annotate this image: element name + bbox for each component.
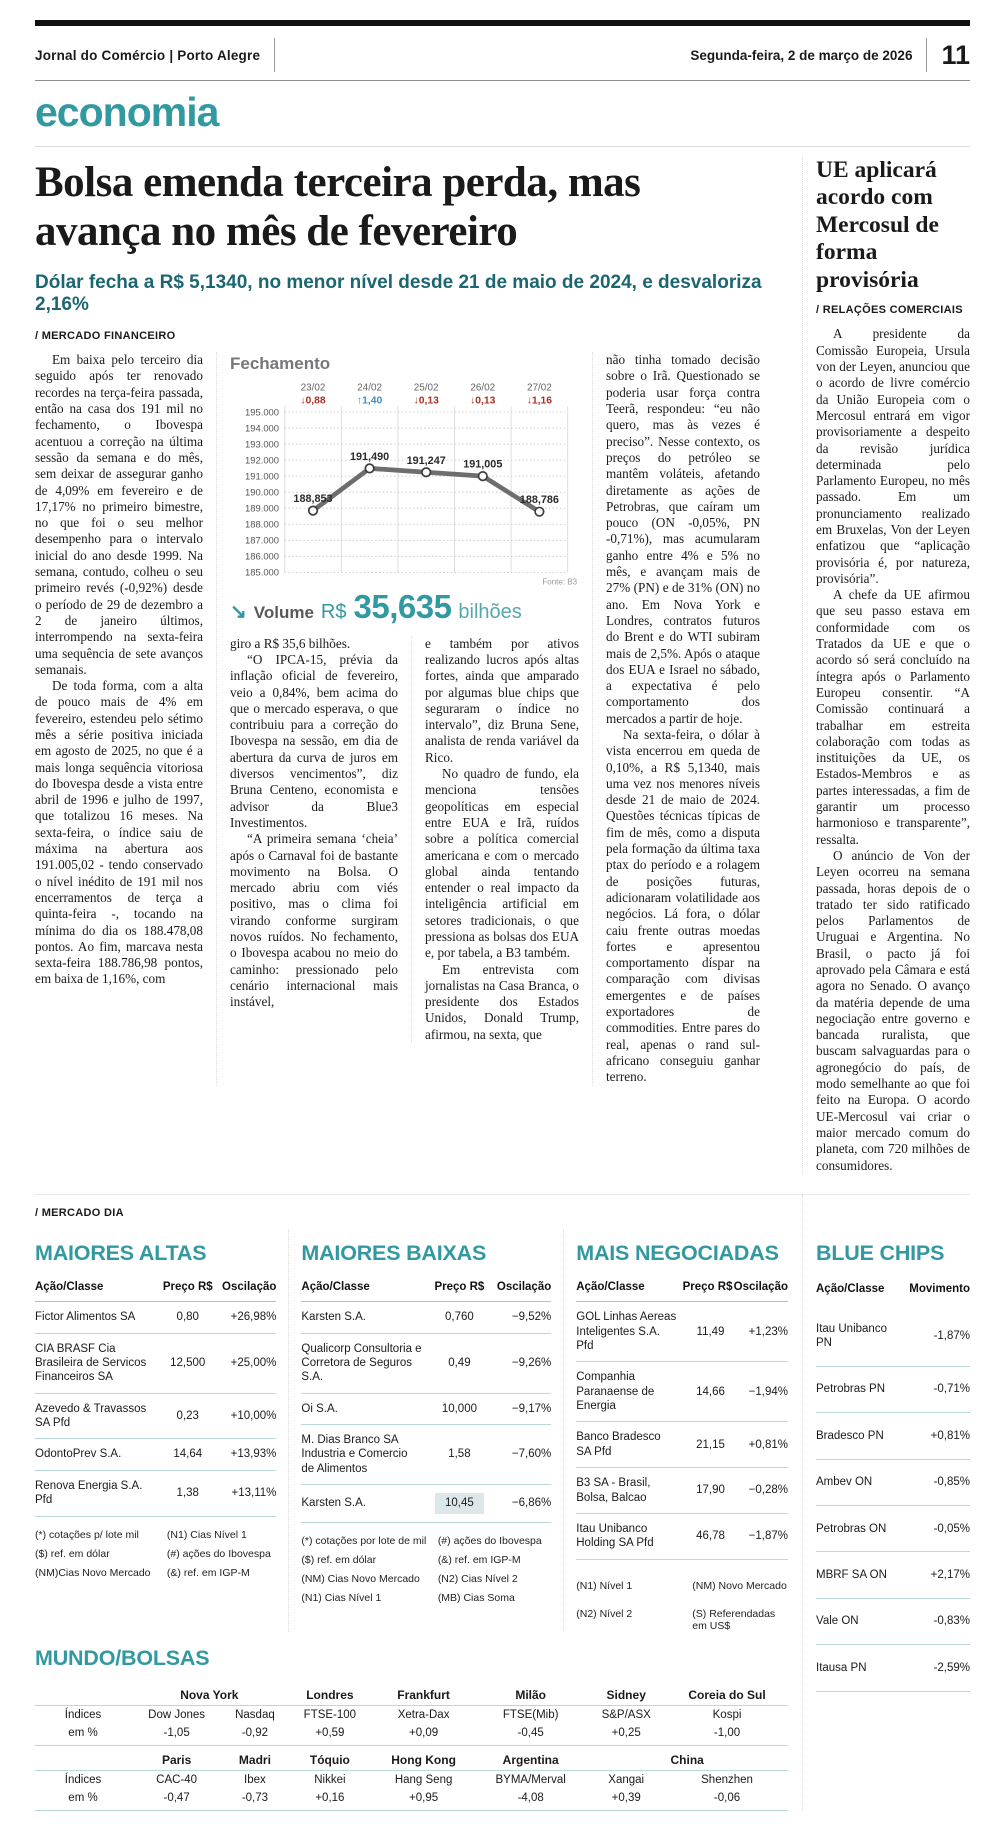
maiores-altas-table xyxy=(35,1276,276,1517)
index-value: -4,08 xyxy=(475,1789,586,1811)
masthead-right xyxy=(690,38,970,72)
masthead-left xyxy=(35,38,289,72)
cell: -0,05% xyxy=(933,1522,970,1535)
cell: 12,500 xyxy=(170,1356,206,1369)
cell: M. Dias Branco SA Industria e Comercio de Alimentos xyxy=(301,1434,408,1475)
cell: −7,60% xyxy=(511,1448,552,1461)
cell: +0,81% xyxy=(748,1438,788,1451)
cell: MBRF SA ON xyxy=(816,1568,887,1581)
cell: Ambev ON xyxy=(816,1476,873,1489)
index-name: Ibex xyxy=(244,1773,266,1786)
table-row xyxy=(35,1439,276,1470)
svg-text:187.000: 187.000 xyxy=(244,534,280,546)
city-name: Coreia do Sul xyxy=(666,1681,788,1706)
table-header-row xyxy=(35,1276,276,1302)
vertical-divider xyxy=(926,38,927,72)
market-day-section xyxy=(35,1194,970,1811)
cell: Qualicorp Consultoria e Corretora de Seguros S.A. xyxy=(301,1342,422,1384)
article-paragraph: No quadro de fundo, ela menciona tensões geopolíticas em especial entre EUA e Irã, ruídos sobre a política comercial americana e com o mercado global ainda tentando entender o real impacto da inteligência artificial em setores tradicionais, o que pressiona as bolsas dos EUA e, por tabela, a B3 também. xyxy=(425,766,579,961)
mais-negociadas-panel xyxy=(563,1229,788,1632)
cell: Vale ON xyxy=(816,1615,859,1628)
side-story xyxy=(802,157,970,1174)
index-name: Kospi xyxy=(712,1708,742,1721)
masthead xyxy=(35,26,970,80)
cell: +13,11% xyxy=(231,1487,277,1500)
svg-text:↑1,40: ↑1,40 xyxy=(356,395,383,407)
cell: 21,15 xyxy=(696,1438,725,1451)
footnote: (#) ações do Ibovespa xyxy=(437,1534,542,1547)
cell: Companhia Paranaense de Energia xyxy=(576,1371,655,1413)
index-name: Dow Jones xyxy=(148,1708,206,1721)
city-name: Frankfurt xyxy=(372,1681,475,1706)
city-name: China xyxy=(586,1745,788,1770)
top-grid xyxy=(35,157,970,1174)
side-article-text xyxy=(816,326,970,1173)
main-headline: Bolsa emenda terceira perda, mas avança no mês de fevereiro xyxy=(35,159,641,255)
blue-chips-table xyxy=(816,1276,970,1692)
column-header: Preço R$ xyxy=(682,1280,733,1293)
table-row xyxy=(576,1362,788,1422)
table-row xyxy=(301,1334,551,1394)
cell: −9,26% xyxy=(511,1356,552,1369)
index-value: +0,59 xyxy=(288,1724,373,1746)
cell: Azevedo & Travassos SA Pfd xyxy=(35,1402,147,1430)
cell: GOL Linhas Aereas Inteligentes S.A. Pfd xyxy=(576,1311,677,1352)
article-paragraph: A presidente da Comissão Europeia, Ursula von der Leyen, anunciou que o acordo de livre comércio da União Europeia com o Mercosul entrará em vigor provisoriamente a despeito da revisão jurídica determinada pelo Parlamento Europeu, no mês passado. Em um pronunciamento realizado em Bruxelas, Von der Leyen enfatizou que “aplicação provisória é, por natureza, provisória”. xyxy=(816,326,970,586)
maiores-baixas-table xyxy=(301,1276,551,1523)
side-headline: UE aplicará acordo com Mercosul de forma provisória xyxy=(816,157,939,293)
row-label: Índices xyxy=(64,1773,102,1786)
footnote: ($) ref. em dólar xyxy=(301,1553,377,1566)
world-markets-table xyxy=(35,1681,788,1811)
index-name: FTSE-100 xyxy=(303,1708,357,1721)
article-paragraph: giro a R$ 35,6 bilhões. xyxy=(230,635,351,651)
table-row xyxy=(816,1413,970,1459)
table-row xyxy=(816,1306,970,1367)
index-name: Nasdaq xyxy=(235,1708,275,1721)
table-row xyxy=(301,1485,551,1522)
maiores-baixas-footnotes xyxy=(301,1535,551,1604)
index-value: +0,25 xyxy=(586,1724,666,1746)
table-row xyxy=(816,1645,970,1691)
svg-text:191,490: 191,490 xyxy=(350,451,390,464)
main-story xyxy=(35,157,788,1174)
column-header: Ação/Classe xyxy=(576,1280,645,1293)
article-paragraph: não tinha tomado decisão sobre o Irã. Questionado se poderia usar força contra Teerã, respondeu: “eu não quero, mas às vezes é preciso”. Nesse contexto, os preços do petróleo se mantêm voláteis, afetando diretamente as ações de Petrobras, que caíram um pouco (ON -0,05%, PN -0,71%), mas acumularam ganho entre 4% e 5% no mês, e avançam mais de 27% (PN) e de 31% (ON) no ano. Em Nova York e Londres, contratos futuros do Brent e do WTI subiram mais de 2,5%. Após o ataque dos EUA e Israel no sábado, a expectativa é pelo comportamento dos mercados a partir de hoje. xyxy=(606,352,760,726)
row-label: Índices xyxy=(64,1708,102,1721)
section-rule xyxy=(35,146,970,147)
maiores-altas-panel xyxy=(35,1229,276,1632)
market-day-kicker: / MERCADO DIA xyxy=(35,1206,124,1219)
svg-text:↓1,16: ↓1,16 xyxy=(526,395,553,407)
cell: 46,78 xyxy=(696,1530,725,1543)
table-header-row xyxy=(576,1276,788,1302)
cell: +13,93% xyxy=(230,1448,277,1461)
mundo-bolsas-title: MUNDO/BOLSAS xyxy=(35,1645,210,1670)
table-row xyxy=(35,1334,276,1394)
index-value: +0,09 xyxy=(372,1724,475,1746)
column-header: Preço R$ xyxy=(162,1280,213,1293)
maiores-baixas-title: MAIORES BAIXAS xyxy=(301,1240,487,1265)
cell: -0,85% xyxy=(933,1476,970,1489)
value-row xyxy=(35,1789,788,1811)
svg-text:25/02: 25/02 xyxy=(413,382,439,394)
cell: Fictor Alimentos SA xyxy=(35,1311,136,1324)
cell: Itau Unibanco Holding SA Pfd xyxy=(576,1522,654,1550)
svg-text:195.000: 195.000 xyxy=(244,406,280,418)
volume-down-arrow-icon: ↘ xyxy=(230,600,247,623)
article-middle-columns xyxy=(230,636,579,1043)
cell: 0,80 xyxy=(176,1311,199,1324)
closing-line-chart xyxy=(230,380,579,588)
cell: Oi S.A. xyxy=(301,1402,338,1415)
index-row xyxy=(35,1770,788,1789)
article-columns xyxy=(35,352,788,1085)
cell: −1,87% xyxy=(748,1530,788,1543)
column-header: Movimento xyxy=(909,1282,970,1295)
svg-text:186.000: 186.000 xyxy=(244,550,280,562)
svg-text:27/02: 27/02 xyxy=(526,382,552,394)
footnote: (N2) Nível 2 xyxy=(576,1607,633,1620)
row-label: em % xyxy=(35,1724,131,1746)
mundo-bolsas-panel xyxy=(35,1646,788,1811)
cell: 1,58 xyxy=(448,1448,471,1461)
volume-row xyxy=(230,588,579,626)
table-row xyxy=(816,1552,970,1598)
cell: Renova Energia S.A. Pfd xyxy=(35,1479,143,1507)
table-row xyxy=(301,1394,551,1425)
article-paragraph: De toda forma, com a alta de pouco mais de 4% em fevereiro, estendeu pelo sétimo mês a série positiva iniciada em agosto de 2025, no que é a mais longa sequência vitoriosa do Ibovespa desde a vista entre abril de 1996 e julho de 1997, que totalizou 16 meses. Na sexta-feira, o índice saiu de máxima na abertura aos 191.005,02 - tendo conservado o nível inédito de 191 mil nos encerramentos de terça a quinta-feira -, tocando na mínima do dia os 188.478,08 pontos. Ao fim, marcava nesta sexta-feira 188.786,98 pontos, em baixa de 1,16%, com xyxy=(35,678,203,987)
index-value: +0,95 xyxy=(372,1789,475,1811)
index-name: Hang Seng xyxy=(394,1773,453,1786)
index-value: -1,00 xyxy=(666,1724,788,1746)
svg-text:188,853: 188,853 xyxy=(293,493,333,506)
cell: 10,000 xyxy=(441,1402,477,1415)
index-name: Shenzhen xyxy=(701,1773,753,1786)
column-header: Oscilação xyxy=(222,1280,277,1293)
city-name: Hong Kong xyxy=(372,1745,475,1770)
cell: CIA BRASF Cia Brasileira de Servicos Financeiros SA xyxy=(35,1342,147,1384)
index-value: +0,16 xyxy=(288,1789,373,1811)
footnote: (N1) Cias Nível 1 xyxy=(301,1591,382,1604)
volume-unit: bilhões xyxy=(458,600,522,623)
svg-text:188.000: 188.000 xyxy=(244,518,280,530)
article-paragraph: Em entrevista com jornalistas na Casa Branca, o presidente dos Estados Unidos, Donald Trump, afirmou, na sexta, que xyxy=(425,961,579,1042)
svg-text:Fonte: B3: Fonte: B3 xyxy=(542,577,578,587)
city-name: Tóquio xyxy=(288,1745,373,1770)
chart-title: Fechamento xyxy=(230,354,331,374)
side-kicker: / RELAÇÕES COMERCIAIS xyxy=(816,304,963,317)
cell: 17,90 xyxy=(696,1484,725,1497)
blue-chips-panel xyxy=(802,1195,970,1811)
table-row xyxy=(576,1514,788,1560)
svg-text:192.000: 192.000 xyxy=(244,454,280,466)
cell: +25,00% xyxy=(230,1356,277,1369)
svg-text:23/02: 23/02 xyxy=(300,382,326,394)
closing-chart-box xyxy=(230,354,579,626)
footnote: (MB) Cias Soma xyxy=(437,1591,515,1604)
cell: −6,86% xyxy=(511,1497,552,1510)
cell: -2,59% xyxy=(933,1661,970,1674)
table-row xyxy=(301,1302,551,1333)
column-header: Ação/Classe xyxy=(301,1280,370,1293)
edition-date: Segunda-feira, 2 de março de 2026 xyxy=(690,47,913,63)
masthead-rule xyxy=(35,80,970,81)
volume-currency: R$ xyxy=(320,600,347,623)
value-row xyxy=(35,1724,788,1746)
footnote: (#) ações do Ibovespa xyxy=(166,1547,271,1560)
mais-negociadas-footnotes xyxy=(576,1580,788,1632)
city-name: Sidney xyxy=(586,1681,666,1706)
cell: Petrobras PN xyxy=(816,1383,886,1396)
index-name: Nikkei xyxy=(314,1773,346,1786)
table-header-row xyxy=(816,1276,970,1306)
article-paragraph: e também por ativos realizando lucros após altas fortes, ainda que amparado por algumas blue chips que seguraram o índice no intervalo”, diz Bruna Sene, analista de renda variável da Rico. xyxy=(425,635,579,765)
cell: Karsten S.A. xyxy=(301,1497,366,1510)
mais-negociadas-title: MAIS NEGOCIADAS xyxy=(576,1240,779,1265)
cell: Itau Unibanco PN xyxy=(816,1322,887,1350)
main-kicker: / MERCADO FINANCEIRO xyxy=(35,330,176,343)
column-header: Ação/Classe xyxy=(816,1282,885,1295)
index-value: +0,39 xyxy=(586,1789,666,1811)
index-name: CAC-40 xyxy=(156,1773,198,1786)
cell: Itausa PN xyxy=(816,1661,867,1674)
section-title: economia xyxy=(35,89,219,135)
footnote: (&) ref. em IGP-M xyxy=(166,1566,250,1579)
footnote: (NM) Cias Novo Mercado xyxy=(301,1572,420,1585)
table-row xyxy=(816,1367,970,1413)
cell: +10,00% xyxy=(230,1409,277,1422)
svg-text:193.000: 193.000 xyxy=(244,438,280,450)
city-header-row xyxy=(35,1745,788,1770)
cell: 0,49 xyxy=(448,1356,471,1369)
index-row xyxy=(35,1705,788,1724)
cell: +0,81% xyxy=(930,1429,970,1442)
article-column-2 xyxy=(230,636,398,1043)
index-name: BYMA/Merval xyxy=(495,1773,566,1786)
city-name: Nova York xyxy=(131,1681,288,1706)
cell: Karsten S.A. xyxy=(301,1311,366,1324)
index-value: -1,05 xyxy=(131,1724,222,1746)
table-row xyxy=(301,1425,551,1485)
cell: 1,38 xyxy=(176,1487,199,1500)
table-row xyxy=(816,1599,970,1645)
cell: −9,52% xyxy=(511,1311,552,1324)
svg-text:194.000: 194.000 xyxy=(244,422,280,434)
footnote: (N1) Nível 1 xyxy=(576,1579,633,1592)
column-header: Preço R$ xyxy=(434,1280,485,1293)
index-name: FTSE(Mib) xyxy=(502,1708,559,1721)
svg-text:24/02: 24/02 xyxy=(357,382,382,394)
svg-text:191.000: 191.000 xyxy=(244,470,280,482)
index-name: Xetra-Dax xyxy=(397,1708,450,1721)
svg-text:191,247: 191,247 xyxy=(406,454,446,467)
vertical-divider xyxy=(274,38,275,72)
city-header-row xyxy=(35,1681,788,1706)
chart-area xyxy=(230,380,579,588)
article-paragraph: Na sexta-feira, o dólar à vista encerrou em queda de 0,10%, a R$ 5,1340, mais uma vez nos menores níveis desde 21 de maio de 2024. Questões técnicas típicas de fim de mês, como a disputa pela formação da última taxa ptax do período e a rolagem de posições futuras, adicionaram volatilidade aos negócios. Lá fora, o dólar caiu frente outras moedas fortes e apresentou comportamento díspar na comparação com divisas emergentes e de países exportadores de commodities. Entre pares do real, apenas o rand sul-africano conseguiu ganhar terreno. xyxy=(606,726,760,1085)
market-day-left xyxy=(35,1195,788,1811)
index-name: Xangai xyxy=(608,1773,645,1786)
mundo-bolsas-table xyxy=(35,1681,788,1811)
page-number: 11 xyxy=(941,39,970,70)
index-name: S&P/ASX xyxy=(601,1708,651,1721)
footnote: (NM) Novo Mercado xyxy=(692,1579,787,1592)
table-row xyxy=(816,1460,970,1506)
index-value: -0,45 xyxy=(475,1724,586,1746)
article-middle-wrap xyxy=(216,352,579,1085)
city-name: Londres xyxy=(288,1681,373,1706)
main-subheadline: Dólar fecha a R$ 5,1340, no menor nível desde 21 de maio de 2024, e desvaloriza 2,16% xyxy=(35,272,762,316)
city-name: Madri xyxy=(222,1745,287,1770)
cell: 14,66 xyxy=(696,1385,725,1398)
index-value: -0,92 xyxy=(222,1724,287,1746)
maiores-baixas-panel xyxy=(288,1229,551,1632)
article-paragraph: O anúncio de Von der Leyen ocorreu na semana passada, horas depois de o tratado ter sido ratificado pelos Parlamentos de Uruguai e Argentina. No Brasil, o pacto já foi aprovado pela Câmara e está agora no Senado. O avanço da matéria depende de uma negociação entre governo e bancada ruralista, que buscam salvaguardas para o agronegócio do país, de modo semelhante ao que foi feito na Europa. O acordo UE-Mercosul vai criar o maior mercado comum do planeta, com 720 milhões de consumidores. xyxy=(816,847,970,1173)
table-row xyxy=(576,1302,788,1362)
table-row xyxy=(576,1422,788,1468)
stock-tables-row xyxy=(35,1229,788,1632)
svg-text:185.000: 185.000 xyxy=(244,566,280,578)
cell: B3 SA - Brasil, Bolsa, Balcao xyxy=(576,1477,651,1504)
footnote: ($) ref. em dólar xyxy=(35,1547,110,1560)
paper-name: Jornal do Comércio | Porto Alegre xyxy=(35,47,261,63)
column-header: Oscilação xyxy=(733,1280,788,1293)
volume-value: 35,635 xyxy=(353,587,452,625)
cell: OdontoPrev S.A. xyxy=(35,1448,122,1461)
svg-text:191,005: 191,005 xyxy=(463,458,503,471)
table-header-row xyxy=(301,1276,551,1302)
cell: +26,98% xyxy=(230,1311,277,1324)
footnote: (N2) Cias Nível 2 xyxy=(437,1572,518,1585)
city-name: Paris xyxy=(131,1745,222,1770)
article-column-3 xyxy=(411,636,579,1043)
table-row xyxy=(576,1468,788,1514)
table-row xyxy=(35,1471,276,1517)
cell: 10,45 xyxy=(428,1493,491,1513)
cell: 14,64 xyxy=(173,1448,203,1461)
svg-text:190.000: 190.000 xyxy=(244,486,280,498)
cell: Bradesco PN xyxy=(816,1429,884,1442)
blue-chips-title: BLUE CHIPS xyxy=(816,1240,945,1265)
table-row xyxy=(816,1506,970,1552)
article-paragraph: Em baixa pelo terceiro dia seguido após ter renovado recordes na terça-feira passada, então na casa dos 191 mil no fechamento, o Ibovespa acentuou a correção na última sessão da semana e do mês, sem deixar de assegurar ganho de 4,09% em fevereiro e de 17,17% no primeiro bimestre, no que foi o seu melhor desempenho para o intervalo inicial do ano desde 1999. Na semana, contudo, colheu o seu primeiro revés (-0,92%) desde o período de 29 de dezembro a 2 de janeiro últimos, interrompendo na sexta-feira uma sequência de sete avanços semanais. xyxy=(35,352,203,677)
cell: -0,71% xyxy=(933,1383,970,1396)
svg-text:189.000: 189.000 xyxy=(244,502,280,514)
cell: 0,23 xyxy=(176,1409,199,1422)
footnote: (*) cotações p/ lote mil xyxy=(35,1528,139,1541)
mais-negociadas-table xyxy=(576,1276,788,1560)
table-row xyxy=(35,1394,276,1440)
volume-label: Volume xyxy=(253,602,314,622)
footnote: (*) cotações por lote de mil xyxy=(301,1534,427,1547)
cell: Banco Bradesco SA Pfd xyxy=(576,1431,661,1458)
cell: -0,83% xyxy=(933,1615,970,1628)
footnote: (S) Referendadas em US$ xyxy=(692,1607,776,1632)
city-name: Argentina xyxy=(475,1745,586,1770)
footnote: (N1) Cias Nível 1 xyxy=(166,1528,247,1541)
article-paragraph: A chefe da UE afirmou que seu passo estava em conformidade com os Tratados da UE e que o acordo só será concluído na íntegra após o Parlamento Europeu consentir. “A Comissão continuará a trabalhar em estreita colaboração com todas as instituições da UE, os Estados-Membros e as partes interessadas, a fim de garantir um processo harmonioso e transparente”, ressalta. xyxy=(816,587,970,847)
svg-text:↓0,13: ↓0,13 xyxy=(413,395,439,407)
article-paragraph: “O IPCA-15, prévia da inflação oficial de fevereiro, veio a 0,84%, bem acima do que o mercado esperava, o que contribuiu para a correção do Ibovespa na sessão, em dia de abertura da curva de juros em diversos vencimentos”, diz Bruna Centeno, economista e advisor da Blue3 Investimentos. xyxy=(230,651,398,830)
footnote: (&) ref. em IGP-M xyxy=(437,1553,521,1566)
cell: 0,760 xyxy=(445,1311,474,1324)
maiores-altas-title: MAIORES ALTAS xyxy=(35,1240,207,1265)
footnote: (NM)Cias Novo Mercado xyxy=(35,1566,151,1579)
index-value: -0,06 xyxy=(666,1789,788,1811)
maiores-altas-footnotes xyxy=(35,1529,276,1579)
svg-text:↓0,88: ↓0,88 xyxy=(300,395,326,407)
svg-text:↓0,13: ↓0,13 xyxy=(470,395,496,407)
city-name: Milão xyxy=(475,1681,586,1706)
cell: Petrobras ON xyxy=(816,1522,887,1535)
cell: -1,87% xyxy=(933,1329,970,1342)
column-header: Oscilação xyxy=(496,1280,552,1293)
cell: +2,17% xyxy=(930,1568,970,1581)
cell: −1,94% xyxy=(748,1385,788,1398)
cell: 11,49 xyxy=(696,1325,725,1338)
svg-text:26/02: 26/02 xyxy=(470,382,496,394)
svg-text:188,786: 188,786 xyxy=(519,494,559,507)
row-label: em % xyxy=(35,1789,131,1811)
cell: −0,28% xyxy=(748,1484,788,1497)
index-value: -0,73 xyxy=(222,1789,287,1811)
article-column-4 xyxy=(592,352,760,1085)
cell: +1,23% xyxy=(748,1325,788,1338)
index-value: -0,47 xyxy=(131,1789,222,1811)
table-row xyxy=(35,1302,276,1333)
column-header: Ação/Classe xyxy=(35,1280,104,1293)
article-column-1 xyxy=(35,352,203,1085)
cell: −9,17% xyxy=(511,1402,552,1415)
article-paragraph: “A primeira semana ‘cheia’ após o Carnaval foi de bastante movimento na Bolsa. O mercado abriu com viés positivo, mas o clima foi virando conforme surgiram novos ruídos. No fechamento, o Ibovespa acabou no meio do caminho: pressionado pelo cenário internacional mais instável, xyxy=(230,831,398,1010)
